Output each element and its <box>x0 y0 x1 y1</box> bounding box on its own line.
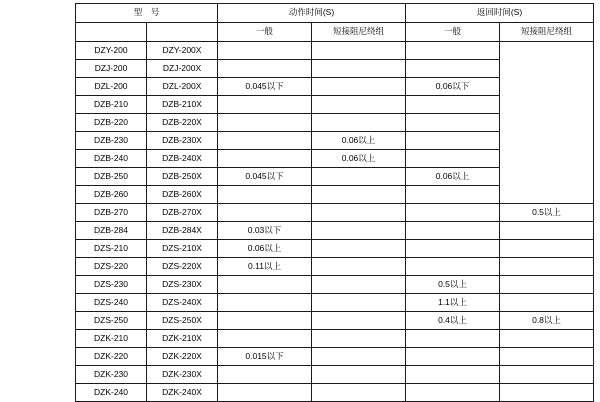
cell-return-general <box>406 96 500 114</box>
table-row <box>76 294 594 312</box>
table-row <box>76 258 594 276</box>
cell-model1: DZB-220 <box>76 114 147 132</box>
cell-model2: DZK-210X <box>147 330 218 348</box>
cell-action-short <box>312 240 406 258</box>
cell-action-general <box>218 312 312 330</box>
header-action-time: 动作时间(S) <box>218 4 406 23</box>
table-body <box>76 42 594 402</box>
cell-return-general <box>406 204 500 222</box>
table-row <box>76 240 594 258</box>
cell-action-general: 0.045以下 <box>218 168 312 186</box>
cell-model2: DZS-220X <box>147 258 218 276</box>
cell-action-short <box>312 258 406 276</box>
cell-action-short: 0.06以上 <box>312 150 406 168</box>
cell-action-general: 0.11以上 <box>218 258 312 276</box>
cell-action-general: 0.045以下 <box>218 78 312 96</box>
cell-action-short <box>312 114 406 132</box>
cell-model1: DZB-260 <box>76 186 147 204</box>
header-return-general: 一般 <box>406 23 500 42</box>
cell-model1: DZS-220 <box>76 258 147 276</box>
cell-action-general <box>218 60 312 78</box>
cell-model2: DZB-250X <box>147 168 218 186</box>
cell-model1: DZL-200 <box>76 78 147 96</box>
cell-model2: DZS-210X <box>147 240 218 258</box>
cell-action-short <box>312 276 406 294</box>
cell-action-general <box>218 384 312 402</box>
cell-return-general <box>406 150 500 168</box>
cell-return-general <box>406 384 500 402</box>
cell-action-general <box>218 42 312 60</box>
cell-model2: DZK-220X <box>147 348 218 366</box>
table-header-row-sub <box>76 23 594 42</box>
table-row <box>76 348 594 366</box>
table-row <box>76 384 594 402</box>
cell-return-short <box>500 366 594 384</box>
cell-return-general <box>406 114 500 132</box>
cell-action-short <box>312 366 406 384</box>
cell-model2: DZB-210X <box>147 96 218 114</box>
table-row <box>76 222 594 240</box>
cell-return-general <box>406 348 500 366</box>
cell-return-general <box>406 60 500 78</box>
cell-return-general <box>406 132 500 150</box>
cell-model1: DZB-250 <box>76 168 147 186</box>
table-row <box>76 312 594 330</box>
cell-action-general <box>218 96 312 114</box>
cell-model2: DZB-230X <box>147 132 218 150</box>
header-model-col2 <box>147 23 218 42</box>
header-action-short: 短接阻尼绕组 <box>312 23 406 42</box>
cell-return-general: 0.06以下 <box>406 78 500 96</box>
cell-return-short <box>500 42 594 204</box>
cell-model2: DZS-230X <box>147 276 218 294</box>
cell-action-short <box>312 330 406 348</box>
cell-return-general <box>406 222 500 240</box>
cell-action-short <box>312 42 406 60</box>
cell-return-short: 0.8以上 <box>500 312 594 330</box>
table-row <box>76 366 594 384</box>
cell-action-short <box>312 348 406 366</box>
cell-action-short <box>312 204 406 222</box>
table-header <box>76 4 594 42</box>
cell-model1: DZS-230 <box>76 276 147 294</box>
cell-action-short <box>312 186 406 204</box>
cell-model2: DZY-200X <box>147 42 218 60</box>
cell-model1: DZB-270 <box>76 204 147 222</box>
cell-model1: DZJ-200 <box>76 60 147 78</box>
cell-model1: DZK-240 <box>76 384 147 402</box>
cell-return-short <box>500 348 594 366</box>
cell-model2: DZJ-200X <box>147 60 218 78</box>
header-model: 型 号 <box>76 4 218 23</box>
cell-action-general <box>218 204 312 222</box>
cell-action-short <box>312 168 406 186</box>
cell-return-general <box>406 258 500 276</box>
cell-action-short <box>312 78 406 96</box>
cell-model1: DZK-210 <box>76 330 147 348</box>
cell-action-general <box>218 294 312 312</box>
cell-action-short <box>312 312 406 330</box>
header-model-col1 <box>76 23 147 42</box>
cell-return-short <box>500 330 594 348</box>
cell-action-general <box>218 150 312 168</box>
cell-model1: DZS-240 <box>76 294 147 312</box>
cell-action-general: 0.015以下 <box>218 348 312 366</box>
cell-action-general <box>218 366 312 384</box>
cell-model1: DZB-230 <box>76 132 147 150</box>
cell-return-general: 0.5以上 <box>406 276 500 294</box>
cell-model2: DZB-220X <box>147 114 218 132</box>
cell-model2: DZK-240X <box>147 384 218 402</box>
cell-model2: DZB-240X <box>147 150 218 168</box>
cell-action-short <box>312 384 406 402</box>
table-row <box>76 330 594 348</box>
cell-return-general <box>406 330 500 348</box>
cell-action-general <box>218 186 312 204</box>
cell-return-general: 0.06以上 <box>406 168 500 186</box>
table-row <box>76 204 594 222</box>
cell-action-short <box>312 294 406 312</box>
cell-return-short <box>500 240 594 258</box>
cell-action-general <box>218 276 312 294</box>
cell-action-short <box>312 96 406 114</box>
cell-action-short <box>312 222 406 240</box>
cell-return-general <box>406 186 500 204</box>
cell-model2: DZL-200X <box>147 78 218 96</box>
cell-return-general: 0.4以上 <box>406 312 500 330</box>
cell-action-short <box>312 60 406 78</box>
cell-return-general <box>406 366 500 384</box>
cell-model1: DZK-220 <box>76 348 147 366</box>
cell-model2: DZB-270X <box>147 204 218 222</box>
cell-return-general: 1.1以上 <box>406 294 500 312</box>
cell-action-general <box>218 132 312 150</box>
cell-return-short <box>500 222 594 240</box>
cell-return-short <box>500 276 594 294</box>
cell-model1: DZB-210 <box>76 96 147 114</box>
table-row <box>76 276 594 294</box>
cell-action-general: 0.03以下 <box>218 222 312 240</box>
cell-model2: DZB-260X <box>147 186 218 204</box>
table-header-row-group <box>76 4 594 23</box>
cell-return-short: 0.5以上 <box>500 204 594 222</box>
cell-return-short <box>500 258 594 276</box>
header-return-time: 返回时间(S) <box>406 4 594 23</box>
cell-return-general <box>406 240 500 258</box>
cell-model2: DZS-250X <box>147 312 218 330</box>
cell-return-short <box>500 384 594 402</box>
cell-model1: DZY-200 <box>76 42 147 60</box>
cell-action-general <box>218 114 312 132</box>
table-row <box>76 42 594 60</box>
header-action-general: 一般 <box>218 23 312 42</box>
cell-model1: DZS-250 <box>76 312 147 330</box>
cell-return-general <box>406 42 500 60</box>
cell-return-short <box>500 294 594 312</box>
cell-model2: DZB-284X <box>147 222 218 240</box>
cell-action-general: 0.06以上 <box>218 240 312 258</box>
cell-model2: DZK-230X <box>147 366 218 384</box>
header-return-short: 短接阻尼绕组 <box>500 23 594 42</box>
cell-model1: DZB-240 <box>76 150 147 168</box>
cell-model1: DZK-230 <box>76 366 147 384</box>
cell-model2: DZS-240X <box>147 294 218 312</box>
cell-action-short: 0.06以上 <box>312 132 406 150</box>
cell-model1: DZS-210 <box>76 240 147 258</box>
relay-timing-table <box>75 3 594 402</box>
cell-model1: DZB-284 <box>76 222 147 240</box>
cell-action-general <box>218 330 312 348</box>
